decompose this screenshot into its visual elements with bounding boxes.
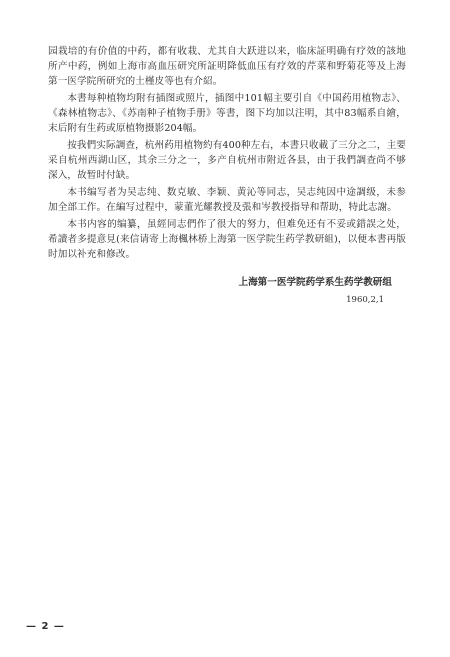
signature-block [239, 275, 393, 307]
paragraph-5: 本书内容的编纂，虽經同志們作了很大的努力，但难免还有不妥或錯誤之处，希讀者多提意見(来信请寄上海楓林桥上海第一医学院生药学教研組)，以便本書再版时加以补充和修改。 [48, 219, 406, 260]
paragraph-1: 园栽培的有价值的中药，都有收栽、尤其自大跃进以来，临床証明确有疗效的該地所产中药，例如上海市高血压研究所証明降低血压有疗效的芹菜和野菊花等及上海第一医学院所研究的土槿皮等也有介紹。 [48, 46, 406, 87]
page-number: — 2 — [26, 621, 65, 632]
signature-date: 1960,2,1 [346, 295, 384, 305]
paragraph-2: 本書每种植物均附有插图或照片，插图中101幅主要引自《中国药用植物志》、《森林植物志》、《苏南种子植物手册》等書，图下均加以注明，其中83幅系自繪，末后附有生药或原植物摄影204幅。 [48, 93, 406, 134]
paragraph-3: 按我們实际調查，杭州药用植物約有400种左右，本書只收載了三分之二，主要采自杭州西湖山区，其余三分之一，多产自杭州市附近各县，由于我們調查尚不够深入，故暂时付缺。 [48, 140, 406, 181]
signature-organization: 上海第一医学院药学系生药学教研组 [238, 277, 392, 288]
body-text [48, 44, 406, 264]
paragraph-4: 本书编写者为吴志纯、数克敏、李颖、黄沁等同志，吴志纯因中途調级，未参加全部工作。在編写过程中，蒙董光耀教授及張和岑教授指导和帮助，特此志謝。 [48, 187, 406, 213]
